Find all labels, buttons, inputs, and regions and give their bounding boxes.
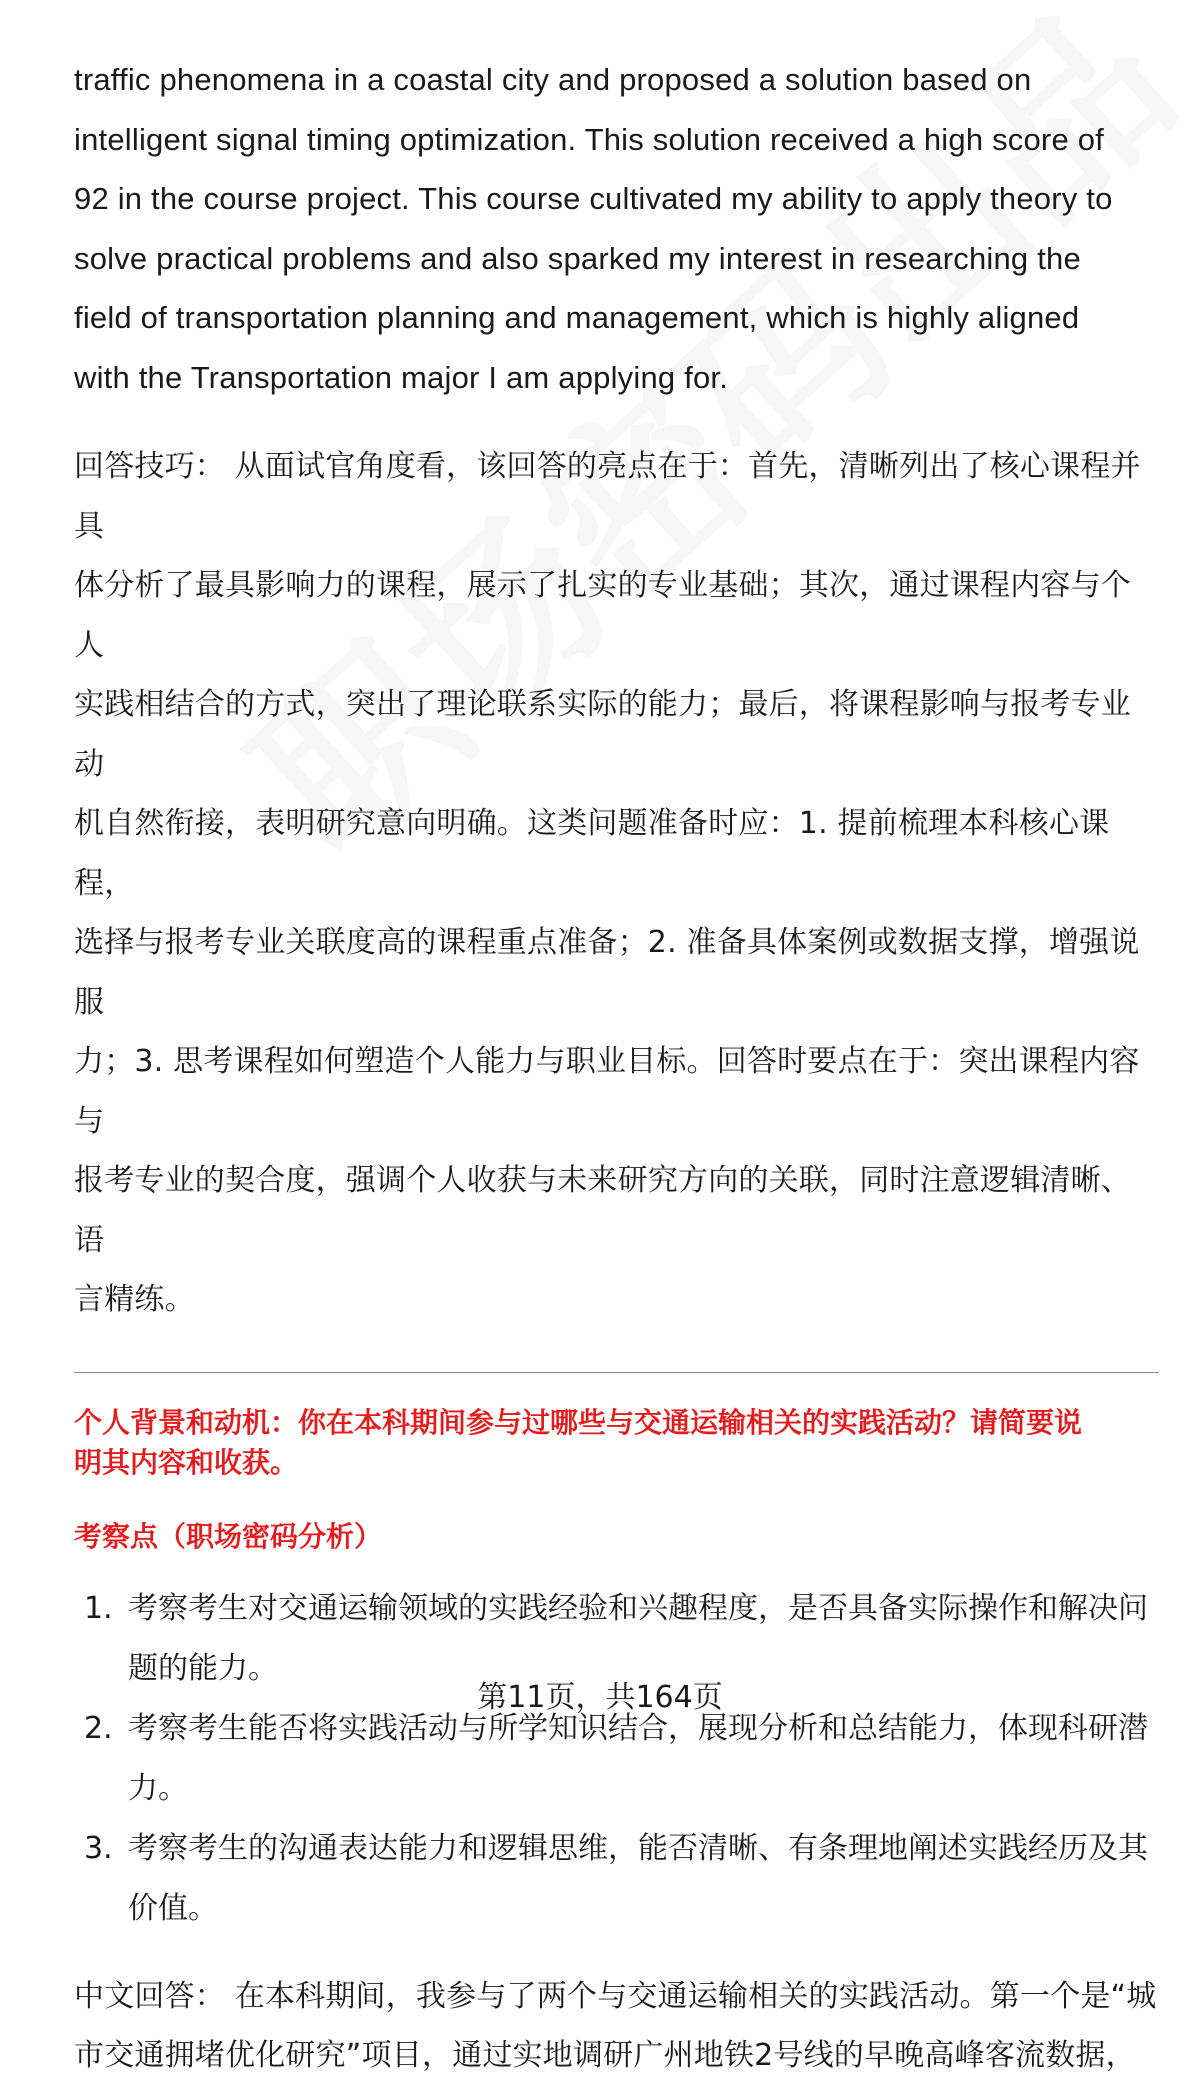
text-line: with the Transportation major I am applying for.	[74, 359, 729, 395]
text-line: 回答技巧： 从面试官角度看，该回答的亮点在于：首先，清晰列出了核心课程并具	[74, 449, 1141, 544]
chinese-answer-paragraph	[74, 1967, 1159, 2086]
question-heading	[74, 1403, 1159, 1483]
list-item	[74, 1819, 1159, 1939]
list-item-line: 考察考生能否将实践活动与所学知识结合，展现分析和总结能力，体现科研潜	[128, 1710, 1148, 1746]
text-line: 中文回答： 在本科期间，我参与了两个与交通运输相关的实践活动。第一个是“城	[74, 1978, 1157, 2014]
list-item-line: 价值。	[128, 1890, 218, 1926]
text-line: traffic phenomena in a coastal city and proposed a solution based on	[74, 62, 1032, 97]
list-number: 1.	[84, 1590, 113, 1626]
text-line: intelligent signal timing optimization. This solution received a high score of	[74, 121, 1104, 157]
text-line: 实践相结合的方式，突出了理论联系实际的能力；最后，将课程影响与报考专业动	[74, 687, 1131, 782]
text-line: solve practical problems and also sparked my interest in researching the	[74, 240, 1081, 276]
assessment-points-label: 考察点（职场密码分析）	[74, 1519, 383, 1553]
text-line: 体分析了最具影响力的课程，展示了扎实的专业基础；其次，通过课程内容与个人	[74, 568, 1131, 663]
list-number: 2.	[84, 1710, 113, 1746]
question-line: 个人背景和动机：你在本科期间参与过哪些与交通运输相关的实践活动？请简要说	[74, 1405, 1083, 1439]
answer-tips-paragraph	[74, 437, 1159, 1330]
assessment-points-list	[74, 1579, 1159, 1939]
section-divider	[74, 1372, 1159, 1373]
question-line: 明其内容和收获。	[74, 1445, 299, 1479]
text-line: 92 in the course project. This course cultivated my ability to apply theory to	[74, 181, 1113, 216]
list-number: 3.	[84, 1830, 113, 1866]
text-line: 言精练。	[74, 1282, 195, 1317]
english-answer-paragraph	[74, 50, 1159, 407]
list-item-line: 考察考生的沟通表达能力和逻辑思维，能否清晰、有条理地阐述实践经历及其	[128, 1830, 1148, 1866]
list-item-line: 题的能力。	[128, 1650, 278, 1686]
text-line: 机自然衔接，表明研究意向明确。这类问题准备时应：1. 提前梳理本科核心课程，	[74, 806, 1110, 901]
list-item-line: 考察考生对交通运输领域的实践经验和兴趣程度，是否具备实际操作和解决问	[128, 1590, 1148, 1626]
text-line: field of transportation planning and management, which is highly aligned	[74, 300, 1080, 335]
text-line: 报考专业的契合度，强调个人收获与未来研究方向的关联，同时注意逻辑清晰、语	[74, 1163, 1131, 1258]
document-page	[74, 50, 1159, 2086]
page-number: 第11页，共164页	[477, 1680, 723, 1715]
text-line: 力；3. 思考课程如何塑造个人能力与职业目标。回答时要点在于：突出课程内容与	[74, 1044, 1140, 1139]
text-line: 市交通拥堵优化研究”项目，通过实地调研广州地铁2号线的早晚高峰客流数据，	[74, 2038, 1136, 2073]
list-item-line: 力。	[128, 1770, 188, 1806]
text-line: 选择与报考专业关联度高的课程重点准备；2. 准备具体案例或数据支撑，增强说服	[74, 925, 1140, 1020]
